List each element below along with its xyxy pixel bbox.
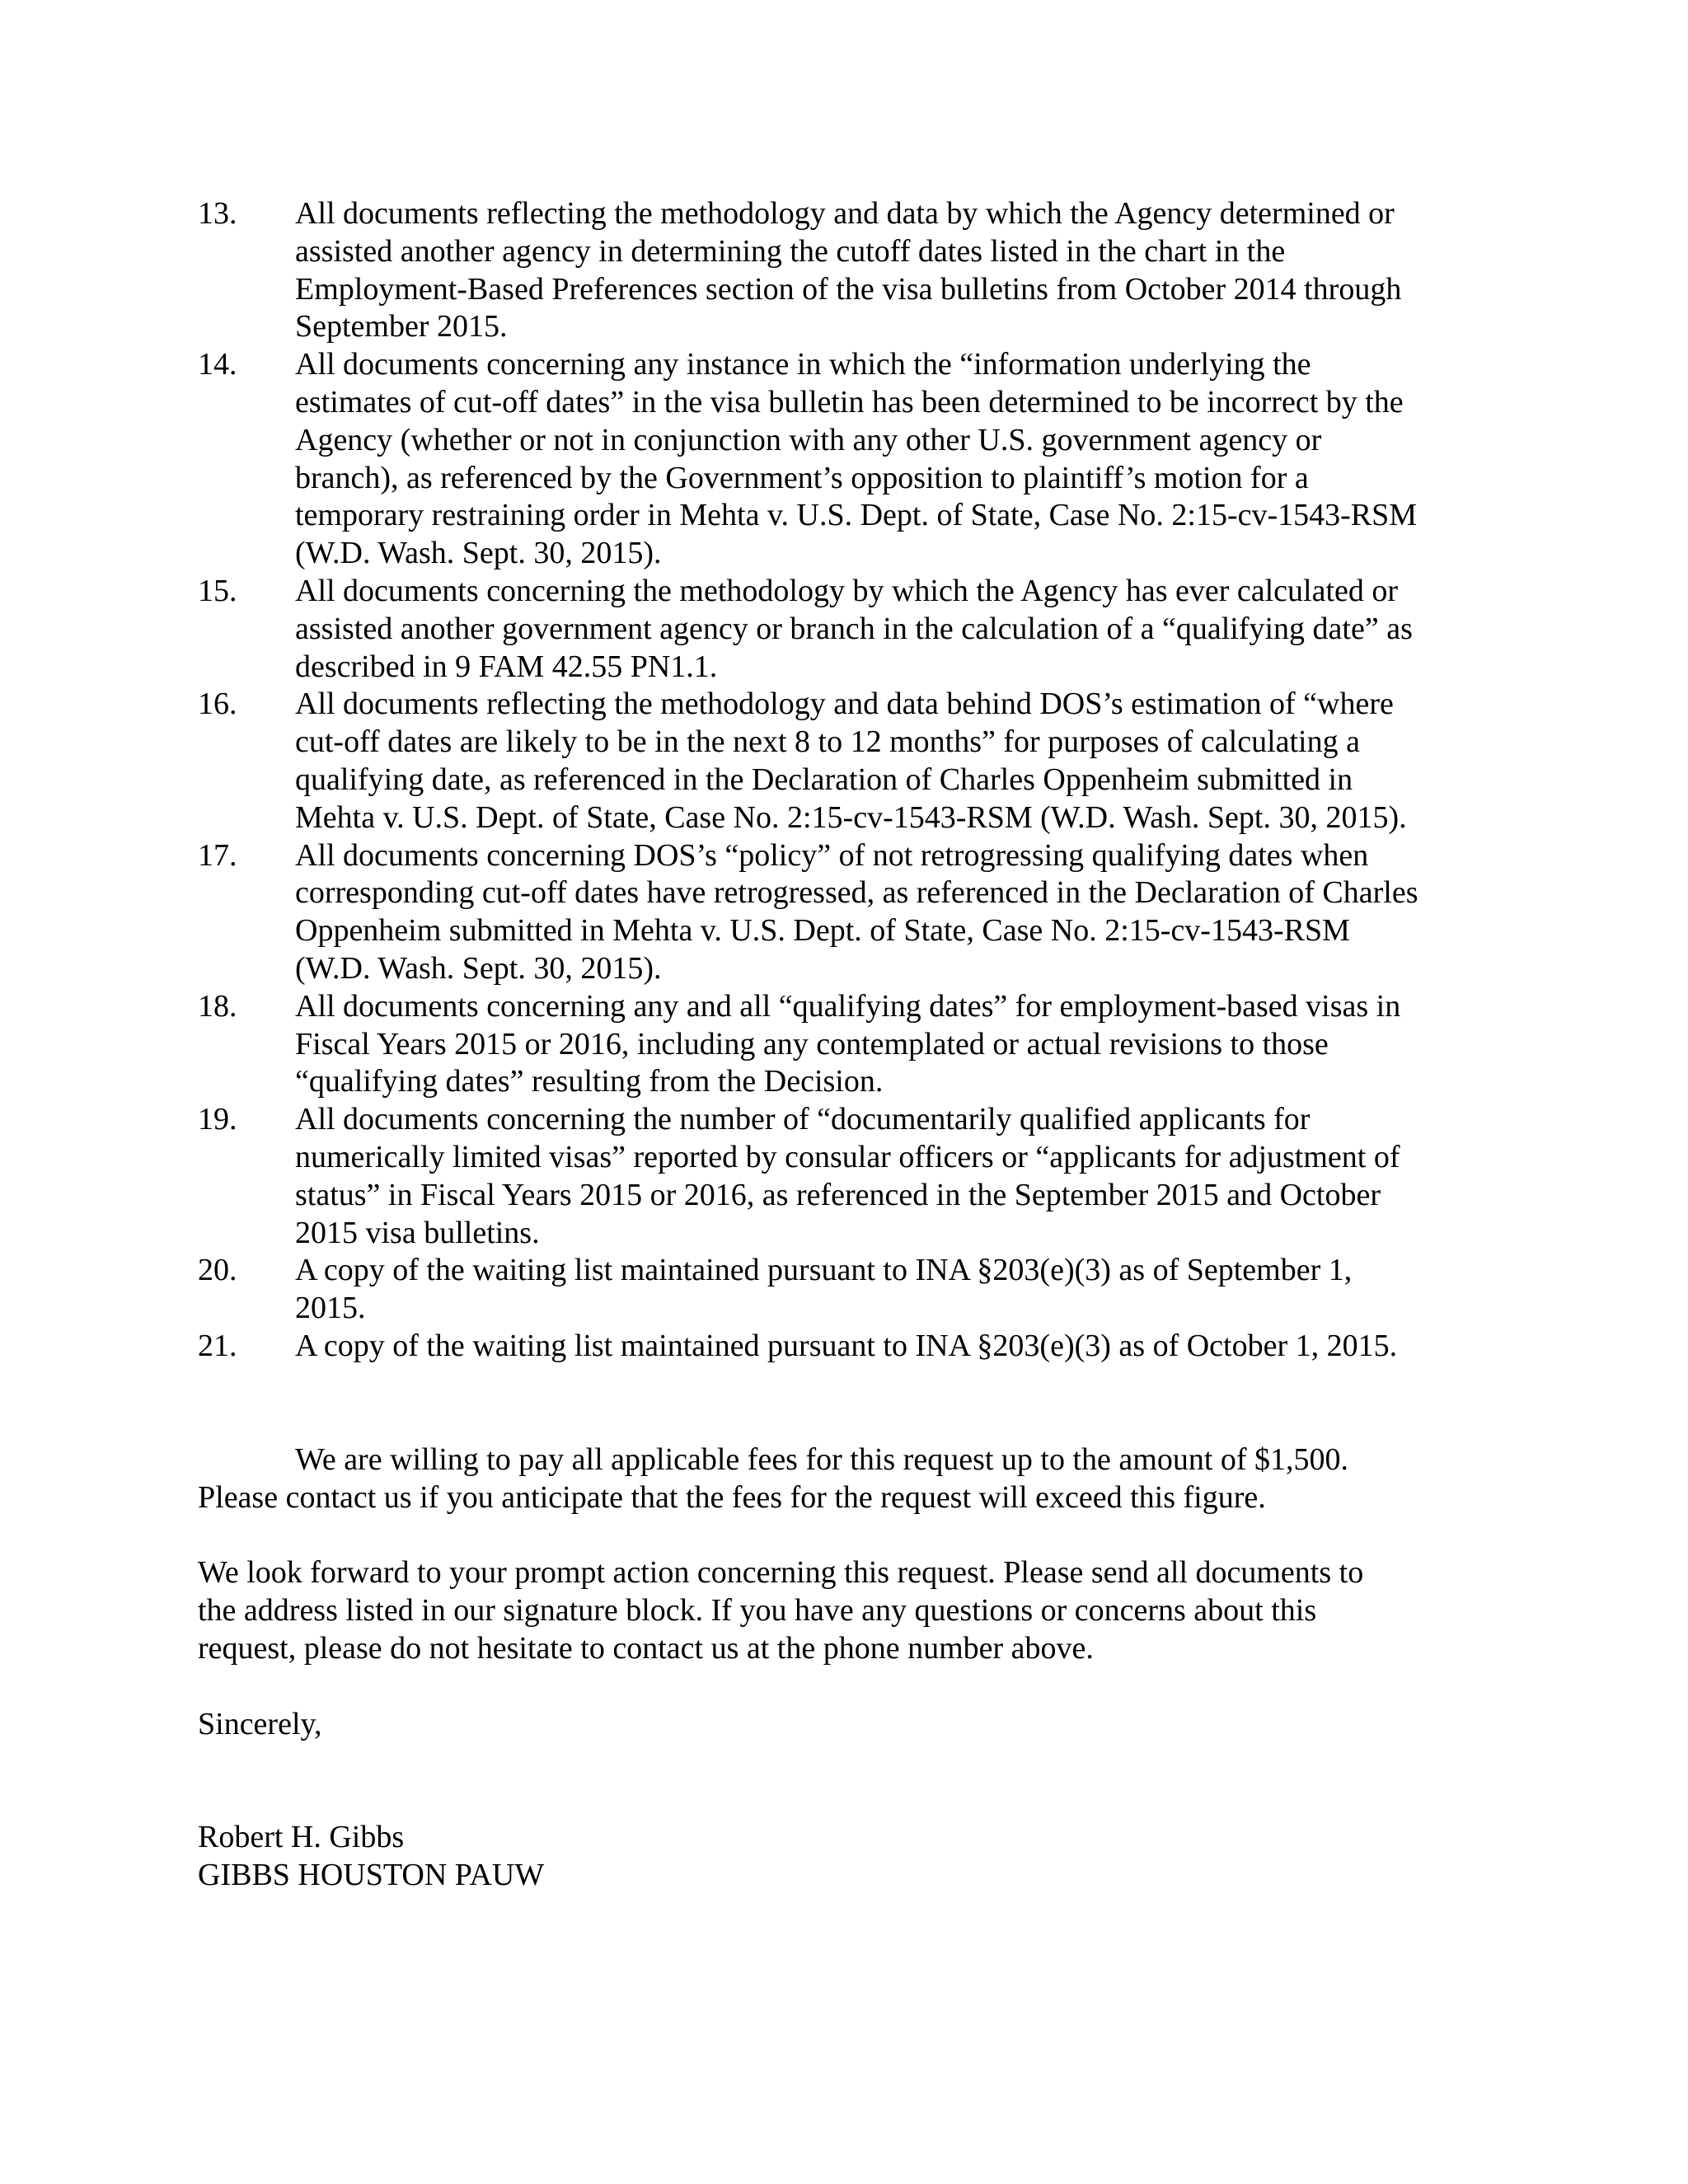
request-line: numerically limited visas” reported by consular officers or “applicants for adjustment of [295,1139,1400,1174]
request-line: A copy of the waiting list maintained pursuant to INA §203(e)(3) as of October 1, 2015. [295,1328,1398,1363]
request-text [295,573,1500,686]
request-line: All documents concerning the number of “documentarily qualified applicants for [295,1102,1311,1137]
request-item-20 [198,1252,1500,1328]
request-line: assisted another government agency or branch in the calculation of a “qualifying date” as [295,611,1413,646]
request-number: 21. [198,1328,237,1363]
request-line: Agency (whether or not in conjunction with any other U.S. government agency or [295,422,1322,457]
request-text [295,1328,1500,1366]
request-line: All documents concerning any instance in which the “information underlying the [295,347,1311,382]
request-line: All documents concerning any and all “qualifying dates” for employment-based visas in [295,988,1401,1024]
request-line: 2015 visa bulletins. [295,1215,540,1250]
request-line: estimates of cut-off dates” in the visa bulletin has been determined to be incorrect by the [295,384,1404,419]
letter-body [198,195,1500,1895]
request-line: September 2015. [295,309,508,344]
request-text [295,988,1500,1101]
request-line: “qualifying dates” resulting from the Decision. [295,1064,884,1099]
request-item-18 [198,988,1500,1101]
request-line: Mehta v. U.S. Dept. of State, Case No. 2:15-cv-1543-RSM (W.D. Wash. Sept. 30, 2015). [295,799,1407,835]
request-line: All documents concerning the methodology by which the Agency has ever calculated or [295,573,1399,608]
request-text [295,837,1500,988]
request-line: Fiscal Years 2015 or 2016, including any contemplated or actual revisions to those [295,1026,1329,1062]
request-line: All documents reflecting the methodology and data by which the Agency determined or [295,196,1395,231]
request-text [295,346,1500,573]
contact-line-1: We look forward to your prompt action concerning this request. Please send all documents to [198,1555,1364,1591]
contact-paragraph [198,1554,1500,1667]
request-line: 2015. [295,1291,366,1326]
request-line: status” in Fiscal Years 2015 or 2016, as referenced in the September 2015 and October [295,1177,1381,1212]
signer-firm: GIBBS HOUSTON PAUW [198,1858,545,1893]
request-text [295,1101,1500,1252]
request-line: described in 9 FAM 42.55 PN1.1. [295,649,718,684]
request-line: temporary restraining order in Mehta v. U.S. Dept. of State, Case No. 2:15-cv-1543-RSM [295,498,1418,533]
fees-line-1-text: We are willing to pay all applicable fees for this request up to the amount of $1,500. [295,1441,1349,1477]
request-line: All documents reflecting the methodology and data behind DOS’s estimation of “where [295,687,1394,722]
request-line: All documents concerning DOS’s “policy” of not retrogressing qualifying dates when [295,837,1369,873]
closing-salutation: Sincerely, [198,1706,322,1741]
contact-line-3: request, please do not hesitate to contact us at the phone number above. [198,1630,1094,1666]
request-text [295,686,1500,837]
request-line: Employment-Based Preferences section of the visa bulletins from October 2014 through [295,271,1402,307]
request-line: Oppenheim submitted in Mehta v. U.S. Dept. of State, Case No. 2:15-cv-1543-RSM [295,913,1350,949]
signature-block [198,1819,1500,1895]
contact-line-2: the address listed in our signature block. If you have any questions or concerns about this [198,1593,1317,1629]
signer-name: Robert H. Gibbs [198,1820,405,1855]
request-number: 19. [198,1102,237,1137]
request-number: 20. [198,1253,237,1288]
request-number: 14. [198,347,237,382]
request-list [198,195,1500,1366]
fees-line-1 [198,1441,1500,1479]
request-line: qualifying date, as referenced in the Declaration of Charles Oppenheim submitted in [295,762,1353,797]
request-item-19 [198,1101,1500,1252]
request-number: 16. [198,687,237,722]
request-line: cut-off dates are likely to be in the next 8 to 12 months” for purposes of calculating a [295,724,1360,760]
request-line: assisted another agency in determining the cutoff dates listed in the chart in the [295,233,1286,269]
request-number: 15. [198,573,237,608]
request-number: 13. [198,196,237,231]
request-text [295,1252,1500,1328]
request-item-14 [198,346,1500,573]
request-item-16 [198,686,1500,837]
request-item-21 [198,1328,1500,1366]
request-number: 18. [198,988,237,1024]
request-line: corresponding cut-off dates have retrogressed, as referenced in the Declaration of Charles [295,875,1418,911]
request-number: 17. [198,837,237,873]
fees-line-2: Please contact us if you anticipate that the fees for the request will exceed this figure. [198,1479,1266,1515]
request-item-17 [198,837,1500,988]
request-line: branch), as referenced by the Government’s opposition to plaintiff’s motion for a [295,460,1309,495]
request-line: A copy of the waiting list maintained pursuant to INA §203(e)(3) as of September 1, [295,1253,1353,1288]
fees-paragraph [198,1441,1500,1517]
request-line: (W.D. Wash. Sept. 30, 2015). [295,950,662,986]
request-item-13 [198,195,1500,346]
request-text [295,195,1500,346]
request-line: (W.D. Wash. Sept. 30, 2015). [295,536,662,571]
request-item-15 [198,573,1500,686]
